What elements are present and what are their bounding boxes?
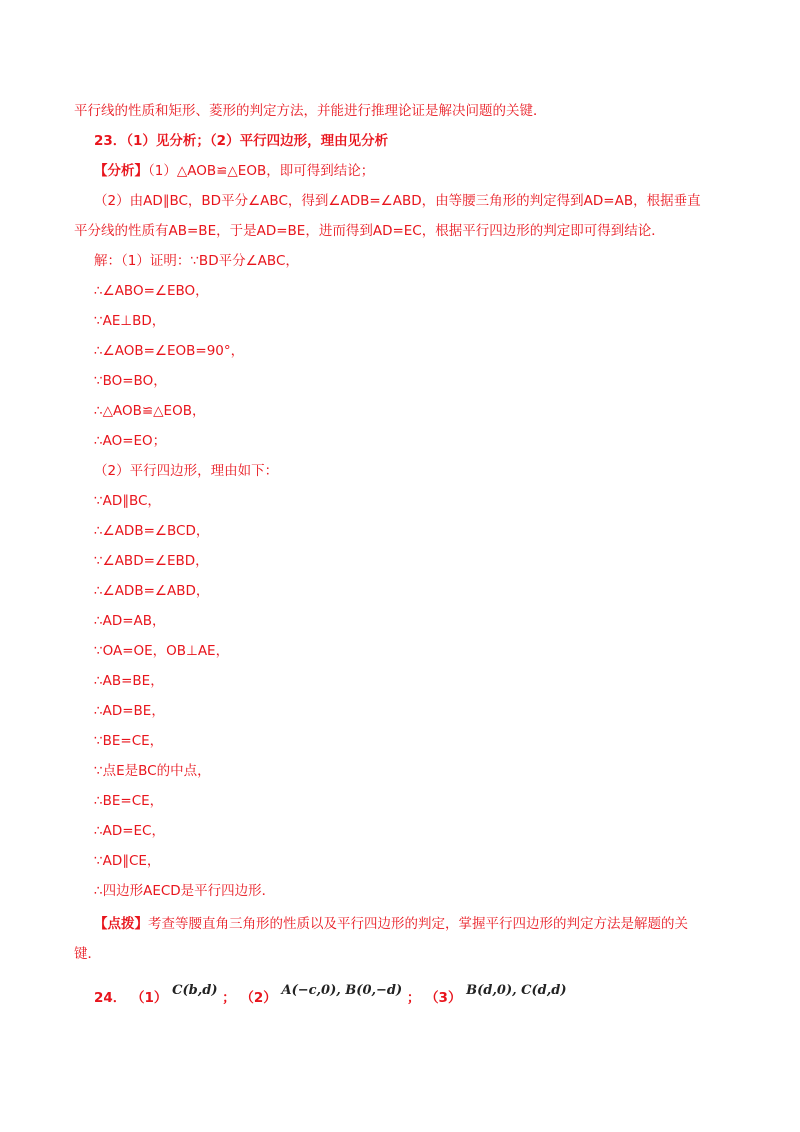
tip-line — [94, 914, 688, 934]
solution-line: ∴AD=BE， — [94, 703, 165, 719]
solution-line: ∵AE⊥BD， — [94, 313, 166, 329]
solution-line: ∵OA=OE，OB⊥AE， — [94, 643, 230, 659]
tip-tag: 【点拨】 — [94, 916, 148, 932]
solution-line: ∴AD=EC， — [94, 823, 165, 839]
part-label: （3） — [425, 990, 462, 1006]
solution-line: ∵点E是BC的中点， — [94, 763, 211, 779]
part-label: （1） — [131, 990, 168, 1006]
question-24-answer — [94, 983, 567, 1009]
text-line: 平分线的性质有AB=BE，于是AD=BE，进而得到AD=EC，根据平行四边形的判定即可得到结论． — [74, 223, 665, 239]
solution-line: ∵AD∥CE， — [94, 853, 161, 869]
formula: B(d,0), C(d,d) — [466, 983, 567, 998]
part-label: （2） — [240, 990, 277, 1006]
solution-line: ∴∠ADB=∠BCD， — [94, 523, 210, 539]
tip-text: 考查等腰直角三角形的性质以及平行四边形的判定，掌握平行四边形的判定方法是解题的关 — [148, 916, 688, 932]
formula: A(−c,0), B(0,−d) — [281, 983, 403, 998]
analysis-line — [94, 161, 374, 181]
solution-line: ∴BE=CE， — [94, 793, 164, 809]
solution-line: ∵BO=BO， — [94, 373, 167, 389]
solution-line: ∴∠ABO=∠EBO， — [94, 283, 209, 299]
text-line: （2）由AD∥BC，BD平分∠ABC，得到∠ADB=∠ABD，由等腰三角形的判定得到AD=AB，根据垂直 — [94, 193, 701, 209]
solution-line: ∴△AOB≌△EOB， — [94, 403, 206, 419]
solution-line: ∵∠ABD=∠EBD， — [94, 553, 209, 569]
question-23-answer: 23．（1）见分析；（2）平行四边形，理由见分析 — [94, 133, 389, 149]
solution-line: ∴∠ADB=∠ABD， — [94, 583, 210, 599]
solution-line: ∵AD∥BC， — [94, 493, 161, 509]
solution-line: ∴∠AOB=∠EOB=90°， — [94, 343, 245, 359]
solution-line: ∴AD=AB， — [94, 613, 166, 629]
solution-line: ∴AB=BE， — [94, 673, 164, 689]
solution-line: ∴AO=EO； — [94, 433, 167, 449]
solution-line: 解：（1）证明：∵BD平分∠ABC， — [94, 253, 299, 269]
analysis-tag: 【分析】 — [94, 163, 148, 179]
separator: ； — [406, 990, 421, 1006]
separator: ； — [222, 990, 236, 1006]
text-line: 键． — [74, 946, 101, 962]
analysis-text: （1）△AOB≌△EOB，即可得到结论； — [148, 163, 375, 179]
text-line: 平行线的性质和矩形、菱形的判定方法，并能进行推理论证是解决问题的关键． — [74, 103, 547, 119]
question-number: 24． — [94, 990, 127, 1006]
solution-line: （2）平行四边形，理由如下： — [94, 463, 279, 479]
solution-line: ∴四边形AECD是平行四边形． — [94, 883, 276, 899]
formula: C(b,d) — [172, 983, 218, 998]
solution-line: ∵BE=CE， — [94, 733, 164, 749]
